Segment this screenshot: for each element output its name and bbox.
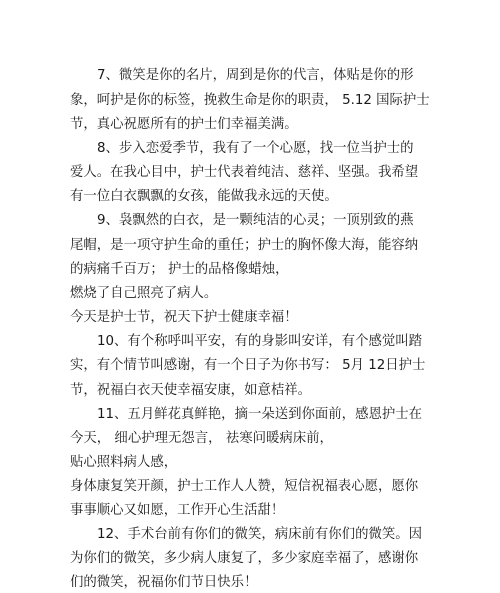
text-line: 节，真心祝愿所有的护士们幸福美满。 <box>70 117 298 132</box>
text-line: 今天， 细心护理无怨言， 祛寒问暖病床前， <box>70 431 333 446</box>
text-line: 8、步入恋爱季节，我有了一个心愿，找一位当护士的 <box>97 141 414 156</box>
text-line: 身体康复笑开颜，护士工作人人赞，短信祝福表心愿，愿你 <box>70 479 419 494</box>
text-line: 象，呵护是你的标签，挽救生命是你的职责， 5.12 国际护士 <box>70 93 430 108</box>
text-line: 们的微笑，祝福你们节日快乐！ <box>70 575 258 590</box>
text-line: 节，祝福白衣天使幸福安康，如意桔祥。 <box>70 383 312 398</box>
text-line: 的病痛千百万； 护士的品格像蜡烛， <box>70 262 289 277</box>
text-line: 爱人。在我心目中，护士代表着纯洁、慈祥、坚强。我希望 <box>70 165 419 180</box>
text-line: 为你们的微笑，多少病人康复了，多少家庭幸福了，感谢你 <box>70 551 419 566</box>
text-line: 尾帽，是一项守护生命的重任；护士的胸怀像大海，能容纳 <box>70 238 419 253</box>
text-line: 贴心照料病人感， <box>70 455 178 470</box>
text-line: 实，有个情节叫感谢，有一个日子为你书写： 5月 12日护士 <box>70 358 426 373</box>
text-line: 今天是护士节，祝天下护士健康幸福！ <box>70 310 298 325</box>
text-line: 11、五月鲜花真鲜艳，摘一朵送到你面前，感恩护士在 <box>97 407 423 422</box>
text-line: 事事顺心又如愿，工作开心生活甜！ <box>70 503 285 518</box>
text-line: 燃烧了自己照亮了病人。 <box>70 286 218 301</box>
text-line: 12、手术台前有你们的微笑，病床前有你们的微笑。因 <box>97 527 423 542</box>
text-line: 9、袅飘然的白衣，是一颗纯洁的心灵；一顶别致的燕 <box>97 213 414 228</box>
text-line: 10、有个称呼叫平安，有的身影叫安详，有个感觉叫踏 <box>97 334 423 349</box>
text-line: 有一位白衣飘飘的女孩，能做我永远的天使。 <box>70 189 338 204</box>
text-line: 7、微笑是你的名片，周到是你的代言，体贴是你的形 <box>97 68 414 83</box>
